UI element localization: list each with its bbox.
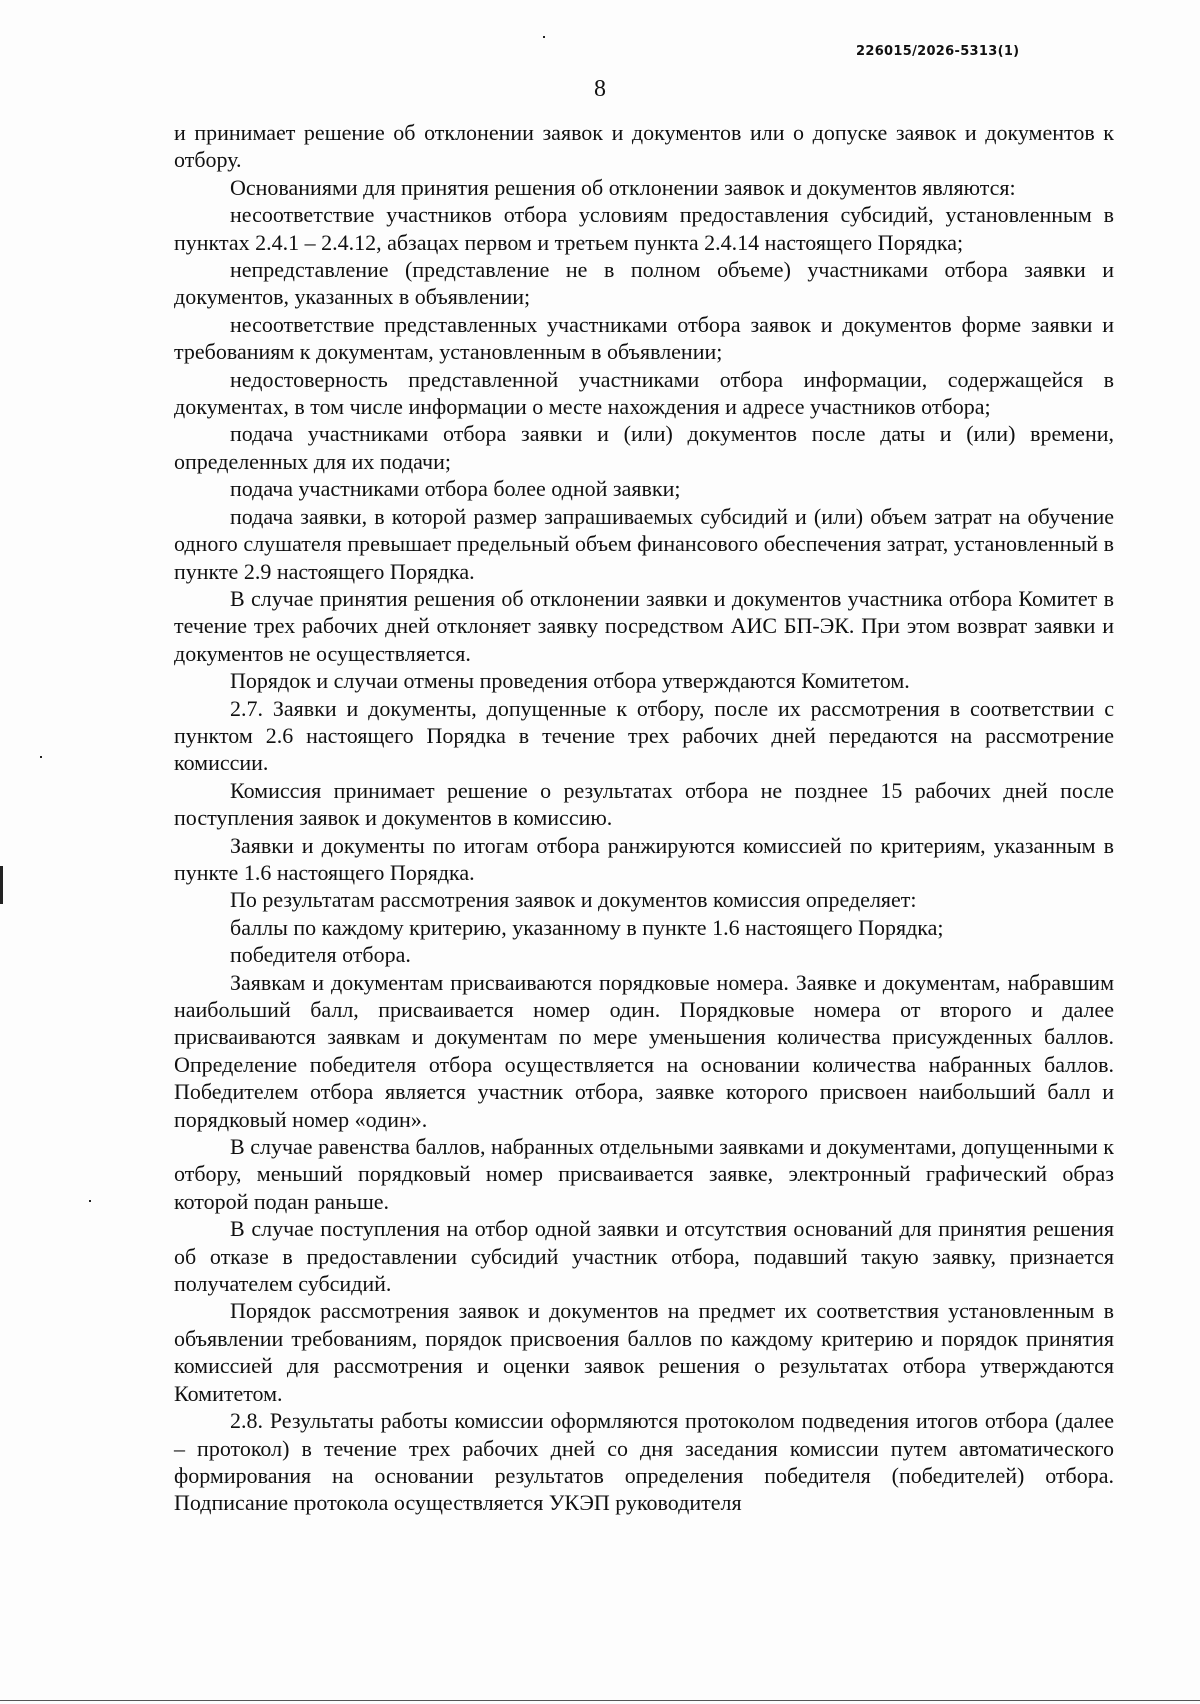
paragraph: подача участниками отбора более одной заявки; [230, 476, 681, 502]
document-body [174, 119, 1114, 1517]
paragraph: В случае принятия решения об отклонении заявки и документов участника отбора Комитет в течение трех рабочих дней отклоняет заявку посредством АИС БП-ЭК. При этом возврат заявки и документов не осуществляется. [174, 585, 1114, 666]
paragraph: недостоверность представленной участниками отбора информации, содержащейся в документах, в том числе информации о месте нахождения и адресе участников отбора; [174, 366, 1114, 420]
paragraph: Заявкам и документам присваиваются порядковые номера. Заявке и документам, набравшим наибольший балл, присваивается номер один. Порядковые номера от второго и далее присваиваются заявкам и документам по мере уменьшения количества присужденных баллов. Определение победителя отбора осуществляется на основании количества набранных баллов. Победителем отбора является участник отбора, заявке которого присвоен наибольший балл и порядковый номер «один». [174, 969, 1114, 1132]
paragraph: В случае поступления на отбор одной заявки и отсутствия оснований для принятия решения об отказе в предоставлении субсидий участник отбора, подавший такую заявку, признается получателем субсидий. [174, 1216, 1114, 1297]
paragraph: Основаниями для принятия решения об отклонении заявок и документов являются: [230, 174, 1016, 200]
paragraph: подача заявки, в которой размер запрашиваемых субсидий и (или) объем затрат на обучение одного слушателя превышает предельный объем финансового обеспечения затрат, установленный в пункте 2.9 настоящего Порядка. [174, 503, 1114, 584]
paragraph: Комиссия принимает решение о результатах отбора не позднее 15 рабочих дней после поступления заявок и документов в комиссию. [174, 777, 1114, 831]
paragraph: и принимает решение об отклонении заявок и документов или о допуске заявок и документов к отбору. [174, 120, 1114, 173]
paragraph: Порядок рассмотрения заявок и документов на предмет их соответствия установленным в объявлении требованиям, порядок присвоения баллов по каждому критерию и порядок принятия комиссией для рассмотрения и оценки заявок решения о результатах отбора утверждаются Комитетом. [174, 1298, 1114, 1406]
scan-edge-mark [0, 866, 3, 904]
scan-bottom-line [0, 1700, 1200, 1701]
paragraph: победителя отбора. [230, 942, 411, 968]
paragraph: 2.7. Заявки и документы, допущенные к отбору, после их рассмотрения в соответствии с пунктом 2.6 настоящего Порядка в течение трех рабочих дней передаются на рассмотрение комиссии. [174, 695, 1114, 776]
paragraph: подача участниками отбора заявки и (или) документов после даты и (или) времени, определенных для их подачи; [174, 421, 1114, 474]
page-number: 8 [594, 76, 606, 102]
scan-dot [40, 756, 42, 758]
document-id: 226015/2026-5313(1) [856, 44, 1020, 59]
paragraph: баллы по каждому критерию, указанному в пункте 1.6 настоящего Порядка; [230, 914, 944, 940]
paragraph: несоответствие участников отбора условиям предоставления субсидий, установленным в пунктах 2.4.1 – 2.4.12, абзацах первом и третьем пункта 2.4.14 настоящего Порядка; [174, 202, 1114, 255]
scan-dot [89, 1200, 91, 1202]
paragraph: непредставление (представление не в полном объеме) участниками отбора заявки и документов, указанных в объявлении; [174, 257, 1114, 310]
paragraph: Порядок и случаи отмены проведения отбора утверждаются Комитетом. [230, 668, 910, 694]
paragraph: Заявки и документы по итогам отбора ранжируются комиссией по критериям, указанным в пункте 1.6 настоящего Порядка. [174, 832, 1114, 885]
paragraph: По результатам рассмотрения заявок и документов комиссия определяет: [230, 887, 917, 913]
paragraph: 2.8. Результаты работы комиссии оформляются протоколом подведения итогов отбора (далее – протокол) в течение трех рабочих дней со дня заседания комиссии путем автоматического формирования на основании результатов определения победителя (победителей) отбора. Подписание протокола осуществляется УКЭП руководителя [174, 1408, 1114, 1516]
paragraph: несоответствие представленных участниками отбора заявок и документов форме заявки и требованиям к документам, установленным в объявлении; [174, 311, 1114, 365]
paragraph: В случае равенства баллов, набранных отдельными заявками и документами, допущенными к отбору, меньший порядковый номер присваивается заявке, электронный графический образ которой подан раньше. [174, 1134, 1114, 1214]
scan-dot [543, 36, 545, 38]
